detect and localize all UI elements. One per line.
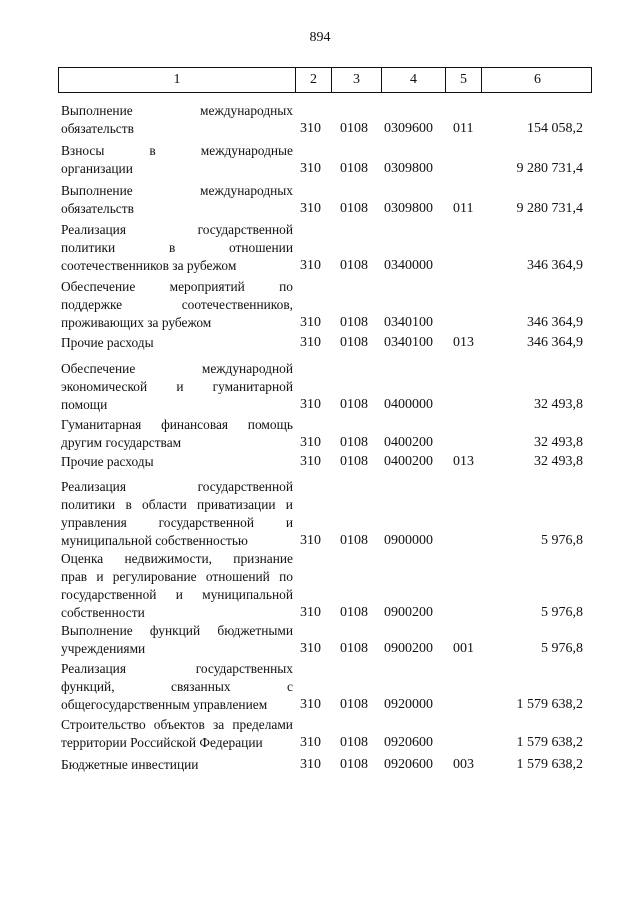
page-number: 894 <box>309 30 331 45</box>
col-3-value: 0108 <box>340 533 368 548</box>
col-2-value: 310 <box>300 757 321 772</box>
description-line: Гуманитарная финансовая помощь <box>61 417 293 432</box>
description-line: экономической и гуманитарной <box>61 379 293 394</box>
col-3-value: 0108 <box>340 435 368 450</box>
col-3-value: 0108 <box>340 121 368 136</box>
col-4-value: 0400200 <box>384 435 433 450</box>
col-4-value: 0900000 <box>384 533 433 548</box>
col-6-value: 32 493,8 <box>534 454 583 469</box>
row-description <box>61 622 293 658</box>
col-5-value: 003 <box>453 757 474 772</box>
description-line: Бюджетные инвестиции <box>61 757 199 772</box>
description-line: прав и регулирование отношений по <box>61 569 293 584</box>
description-line: проживающих за рубежом <box>61 315 212 330</box>
description-line: поддержке соотечественников, <box>61 297 293 312</box>
description-line: собственности <box>61 605 145 620</box>
col-4-value: 0340000 <box>384 258 433 273</box>
col-3-value: 0108 <box>340 605 368 620</box>
col-6-value: 1 579 638,2 <box>516 757 583 772</box>
col-2-value: 310 <box>300 335 321 350</box>
row-description <box>61 102 293 138</box>
description-line: обязательств <box>61 121 134 136</box>
row-description <box>61 221 293 275</box>
description-line: Выполнение международных <box>61 103 293 118</box>
description-line: Реализация государственных <box>61 661 293 676</box>
col-5-value: 011 <box>453 121 474 136</box>
col-6-value: 5 976,8 <box>541 605 583 620</box>
description-line: политики в области приватизации и <box>61 497 293 512</box>
col-3-value: 0108 <box>340 697 368 712</box>
description-line: муниципальной собственностью <box>61 533 248 548</box>
row-description <box>61 334 293 352</box>
col-3-value: 0108 <box>340 201 368 216</box>
row-description <box>61 478 293 550</box>
description-line: функций, связанных с <box>61 679 293 694</box>
col-2-value: 310 <box>300 435 321 450</box>
col-6-value: 5 976,8 <box>541 641 583 656</box>
row-description <box>61 756 293 774</box>
description-line: помощи <box>61 397 108 412</box>
col-5-value: 013 <box>453 454 474 469</box>
col-4-value: 0900200 <box>384 641 433 656</box>
row-description <box>61 716 293 752</box>
col-4-value: 0920600 <box>384 757 433 772</box>
description-line: общегосударственным управлением <box>61 697 268 712</box>
description-line: Выполнение международных <box>61 183 293 198</box>
col-2-value: 310 <box>300 201 321 216</box>
col-6-value: 154 058,2 <box>527 121 583 136</box>
row-description <box>61 416 293 452</box>
col-4-value: 0309600 <box>384 121 433 136</box>
col-6-value: 1 579 638,2 <box>516 697 583 712</box>
col-5-value: 011 <box>453 201 474 216</box>
col-4-value: 0920600 <box>384 735 433 750</box>
description-line: территории Российской Федерации <box>61 735 263 750</box>
col-3-value: 0108 <box>340 335 368 350</box>
col-2-value: 310 <box>300 161 321 176</box>
description-line: Прочие расходы <box>61 454 154 469</box>
description-line: учреждениями <box>61 641 146 656</box>
col-2-value: 310 <box>300 641 321 656</box>
header-col-1: 1 <box>173 72 181 87</box>
row-description <box>61 182 293 218</box>
col-6-value: 346 364,9 <box>527 258 583 273</box>
col-5-value: 001 <box>453 641 474 656</box>
col-4-value: 0340100 <box>384 335 433 350</box>
description-line: Реализация государственной <box>61 222 293 237</box>
description-line: политики в отношении <box>61 240 293 255</box>
col-3-value: 0108 <box>340 735 368 750</box>
col-5-value: 013 <box>453 335 474 350</box>
header-col-5: 5 <box>445 68 481 92</box>
col-3-value: 0108 <box>340 315 368 330</box>
col-3-value: 0108 <box>340 454 368 469</box>
header-col-4: 4 <box>381 68 445 92</box>
col-4-value: 0400200 <box>384 454 433 469</box>
col-6-value: 32 493,8 <box>534 397 583 412</box>
col-2-value: 310 <box>300 605 321 620</box>
col-4-value: 0400000 <box>384 397 433 412</box>
col-6-value: 9 280 731,4 <box>516 201 583 216</box>
row-description <box>61 453 293 471</box>
row-description <box>61 278 293 332</box>
col-3-value: 0108 <box>340 258 368 273</box>
col-4-value: 0309800 <box>384 161 433 176</box>
description-line: Реализация государственной <box>61 479 293 494</box>
col-4-value: 0309800 <box>384 201 433 216</box>
col-6-value: 5 976,8 <box>541 533 583 548</box>
row-description <box>61 360 293 414</box>
col-2-value: 310 <box>300 315 321 330</box>
header-col-3: 3 <box>331 68 381 92</box>
row-description <box>61 660 293 714</box>
table-header <box>58 67 592 93</box>
col-6-value: 9 280 731,4 <box>516 161 583 176</box>
col-2-value: 310 <box>300 454 321 469</box>
col-6-value: 1 579 638,2 <box>516 735 583 750</box>
col-2-value: 310 <box>300 397 321 412</box>
description-line: управления государственной и <box>61 515 293 530</box>
col-4-value: 0340100 <box>384 315 433 330</box>
description-line: обязательств <box>61 201 134 216</box>
description-line: Прочие расходы <box>61 335 154 350</box>
description-line: Взносы в международные <box>61 143 293 158</box>
header-col-2: 2 <box>295 68 331 92</box>
col-2-value: 310 <box>300 258 321 273</box>
col-3-value: 0108 <box>340 161 368 176</box>
description-line: организации <box>61 161 133 176</box>
description-line: Обеспечение мероприятий по <box>61 279 293 294</box>
row-description <box>61 142 293 178</box>
description-line: Выполнение функций бюджетными <box>61 623 293 638</box>
col-2-value: 310 <box>300 697 321 712</box>
col-6-value: 346 364,9 <box>527 315 583 330</box>
col-2-value: 310 <box>300 533 321 548</box>
col-3-value: 0108 <box>340 757 368 772</box>
col-3-value: 0108 <box>340 641 368 656</box>
col-2-value: 310 <box>300 121 321 136</box>
col-2-value: 310 <box>300 735 321 750</box>
description-line: Строительство объектов за пределами <box>61 717 293 732</box>
description-line: Оценка недвижимости, признание <box>61 551 293 566</box>
description-line: государственной и муниципальной <box>61 587 293 602</box>
col-4-value: 0900200 <box>384 605 433 620</box>
row-description <box>61 550 293 622</box>
description-line: другим государствам <box>61 435 182 450</box>
header-col-6: 6 <box>481 68 593 92</box>
description-line: соотечественников за рубежом <box>61 258 237 273</box>
description-line: Обеспечение международной <box>61 361 293 376</box>
col-6-value: 32 493,8 <box>534 435 583 450</box>
col-6-value: 346 364,9 <box>527 335 583 350</box>
col-4-value: 0920000 <box>384 697 433 712</box>
col-3-value: 0108 <box>340 397 368 412</box>
